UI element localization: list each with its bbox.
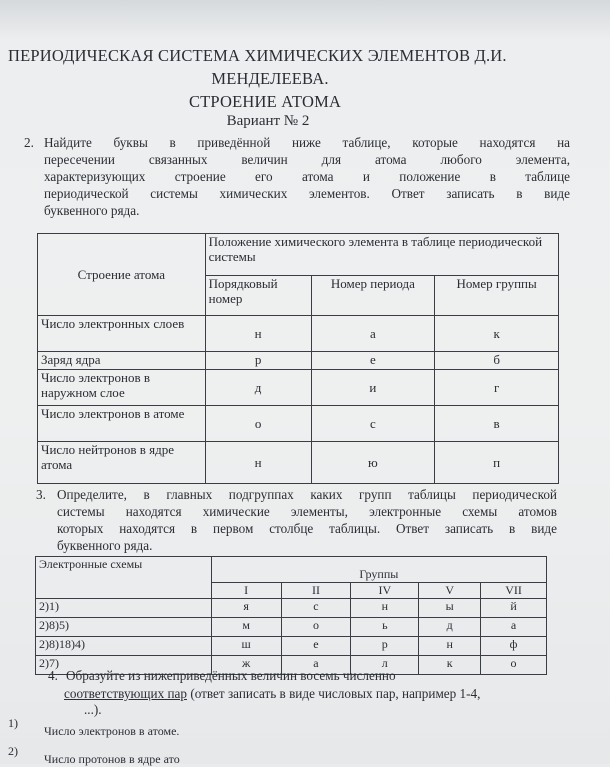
cell-letter: и bbox=[311, 370, 435, 406]
item-number: 2) bbox=[8, 744, 18, 758]
group-header: I bbox=[211, 583, 281, 599]
cell-letter: ы bbox=[419, 599, 481, 618]
item-text: Число электронов в атоме. bbox=[44, 724, 180, 738]
task2-line: Найдите буквы в приведённой ниже таблице, которые находятся на bbox=[44, 135, 570, 150]
header-structure: Строение атома bbox=[38, 234, 206, 316]
group-header: IV bbox=[351, 583, 419, 599]
task2-line: буквенного ряда. bbox=[44, 203, 140, 218]
cell-letter: к bbox=[435, 316, 559, 352]
cell-letter: ь bbox=[351, 618, 419, 637]
group-header: II bbox=[281, 583, 351, 599]
cell-letter: н bbox=[205, 442, 311, 484]
title-line-1: ПЕРИОДИЧЕСКАЯ СИСТЕМА ХИМИЧЕСКИХ ЭЛЕМЕНТОВ Д.И. bbox=[8, 46, 507, 65]
table-row bbox=[38, 406, 559, 442]
row-label: Заряд ядра bbox=[38, 352, 206, 370]
cell-letter: ю bbox=[311, 442, 435, 484]
task3-line: Определите, в главных подгруппах каких групп таблицы периодической bbox=[57, 487, 557, 502]
cell-letter: н bbox=[351, 599, 419, 618]
header-schemes: Электронные схемы bbox=[36, 557, 212, 599]
row-label: Число электронов в наружном слое bbox=[38, 370, 206, 406]
task3-line: системы находятся химические элементы, электронные схемы атомов bbox=[57, 504, 557, 519]
electron-schemes-table bbox=[35, 556, 547, 675]
task3-line: которых находятся в первом столбце таблицы. Ответ записать в виде bbox=[57, 521, 557, 536]
structure-position-table bbox=[37, 233, 559, 484]
item-text: Число протонов в ядре ато bbox=[44, 752, 180, 766]
cell-letter: е bbox=[281, 637, 351, 656]
cell-letter: й bbox=[481, 599, 547, 618]
cell-letter: я bbox=[211, 599, 281, 618]
task4-underlined: соответствующих пар bbox=[64, 686, 188, 701]
cell-letter: о bbox=[481, 656, 547, 675]
item-number: 1) bbox=[8, 716, 18, 730]
cell-letter: п bbox=[435, 442, 559, 484]
cell-letter: а bbox=[311, 316, 435, 352]
cell-letter: р bbox=[205, 352, 311, 370]
header-position: Положение химического элемента в таблице периодической системы bbox=[205, 234, 558, 276]
cell-letter: н bbox=[205, 316, 311, 352]
subheader-period: Номер периода bbox=[311, 276, 435, 316]
table-row bbox=[36, 599, 547, 618]
cell-letter: л bbox=[351, 656, 419, 675]
cell-letter: ш bbox=[211, 637, 281, 656]
scheme-cell: 2)1) bbox=[36, 599, 212, 618]
task2-line: характеризующих строение его атома и положение в таблице bbox=[44, 169, 570, 184]
cell-letter: б bbox=[435, 352, 559, 370]
task2-line: пересечении связанных величин для атома любого элемента, bbox=[44, 152, 570, 167]
task4-line-2 bbox=[64, 685, 594, 702]
scheme-cell: 2)7) bbox=[36, 656, 212, 675]
task2-text bbox=[44, 134, 570, 219]
group-header: V bbox=[419, 583, 481, 599]
scheme-cell: 2)8)18)4) bbox=[36, 637, 212, 656]
task4-number: 4. bbox=[48, 668, 58, 683]
header-groups: Группы bbox=[211, 557, 546, 583]
table-row bbox=[38, 370, 559, 406]
cell-letter: а bbox=[481, 618, 547, 637]
title-line-2: МЕНДЕЛЕЕВА. bbox=[211, 69, 329, 88]
cell-letter: е bbox=[311, 352, 435, 370]
cell-letter: к bbox=[419, 656, 481, 675]
cell-letter: н bbox=[419, 637, 481, 656]
task4-line-2-rest: (ответ записать в виде числовых пар, например 1-4, bbox=[187, 686, 481, 701]
row-label: Число нейтронов в ядре атома bbox=[38, 442, 206, 484]
group-header: VII bbox=[481, 583, 547, 599]
table-row bbox=[38, 352, 559, 370]
cell-letter: ф bbox=[481, 637, 547, 656]
cell-letter: о bbox=[281, 618, 351, 637]
task3-line: буквенного ряда. bbox=[57, 538, 153, 553]
cell-letter: д bbox=[205, 370, 311, 406]
cell-letter: в bbox=[435, 406, 559, 442]
cell-letter: р bbox=[351, 637, 419, 656]
table-row bbox=[36, 618, 547, 637]
cell-letter: ж bbox=[211, 656, 281, 675]
task3-number: 3. bbox=[36, 487, 46, 502]
task4-line-3: ...). bbox=[84, 702, 102, 717]
cell-letter: г bbox=[435, 370, 559, 406]
cell-letter: д bbox=[419, 618, 481, 637]
cell-letter: м bbox=[211, 618, 281, 637]
row-label: Число электронов в атоме bbox=[38, 406, 206, 442]
subtitle: СТРОЕНИЕ АТОМА bbox=[188, 92, 342, 111]
row-label: Число электронных слоев bbox=[38, 316, 206, 352]
cell-letter: а bbox=[281, 656, 351, 675]
scheme-cell: 2)8)5) bbox=[36, 618, 212, 637]
task3-text bbox=[57, 486, 557, 554]
subheader-group: Номер группы bbox=[435, 276, 559, 316]
table-row bbox=[38, 442, 559, 484]
task2-line: периодической системы химических элементов. Ответ записать в виде bbox=[44, 186, 570, 201]
task4-line-1: Образуйте из нижеприведённых величин восемь численно bbox=[66, 668, 396, 683]
cell-letter: о bbox=[205, 406, 311, 442]
cell-letter: с bbox=[311, 406, 435, 442]
subheader-ordinal: Порядковый номер bbox=[205, 276, 311, 316]
task2-number: 2. bbox=[24, 135, 34, 150]
table-row bbox=[38, 316, 559, 352]
table-row bbox=[36, 637, 547, 656]
cell-letter: с bbox=[281, 599, 351, 618]
variant-label: Вариант № 2 bbox=[226, 113, 310, 129]
